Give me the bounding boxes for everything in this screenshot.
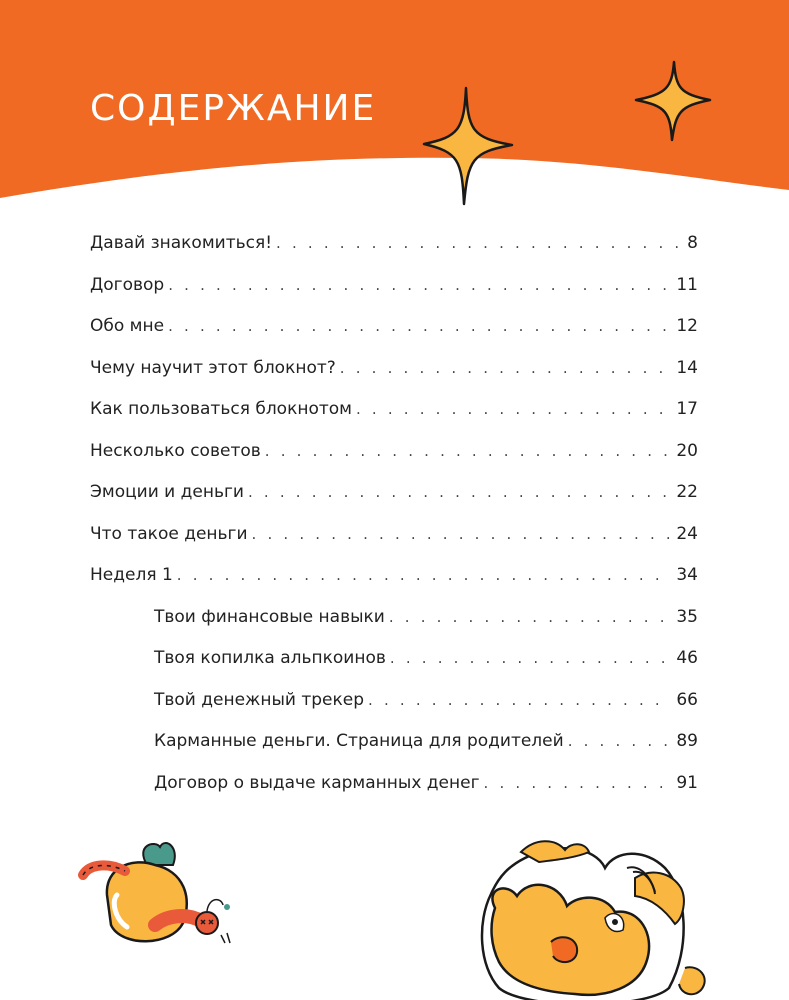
toc-entry[interactable]	[90, 731, 698, 773]
toc-entry[interactable]	[90, 607, 698, 649]
toc-entry[interactable]	[90, 316, 698, 358]
toc-entry[interactable]	[90, 648, 698, 690]
toc-entry-title: Чему научит этот блокнот?	[90, 357, 336, 378]
toc-dot-leader	[177, 566, 673, 584]
toc-dot-leader	[248, 483, 672, 501]
toc-entry-title: Эмоции и деньги	[90, 482, 244, 502]
alpaca-illustration	[455, 838, 715, 1000]
toc-dot-leader	[568, 732, 673, 750]
star-icon	[632, 58, 714, 144]
toc-dot-leader	[168, 276, 672, 294]
page-title: СОДЕРЖАНИЕ	[90, 88, 377, 129]
toc-entry[interactable]	[90, 358, 698, 400]
toc-entry[interactable]	[90, 441, 698, 483]
toc-entry-page-number: 11	[676, 274, 698, 295]
toc-dot-leader	[252, 525, 673, 543]
toc-dot-leader	[390, 649, 672, 667]
toc-dot-leader	[356, 400, 672, 418]
toc-entry-title: Давай знакомиться!	[90, 233, 273, 253]
toc-entry-page-number: 46	[676, 648, 698, 668]
toc-entry-title: Как пользоваться блокнотом	[90, 399, 352, 419]
toc-entry-page-number: 35	[676, 606, 698, 627]
toc-entry-title: Карманные деньги. Страница для родителей	[154, 731, 564, 751]
toc-entry-page-number: 66	[676, 689, 698, 710]
toc-entry[interactable]	[90, 233, 698, 275]
toc-entry-title: Договор о выдаче карманных денег	[154, 772, 480, 793]
star-icon	[420, 80, 520, 210]
toc-entry[interactable]	[90, 399, 698, 441]
toc-entry-title: Несколько советов	[90, 440, 261, 461]
toc-entry[interactable]	[90, 482, 698, 524]
toc-dot-leader	[484, 774, 673, 792]
toc-entry-page-number: 24	[676, 523, 698, 544]
toc-entry[interactable]	[90, 773, 698, 815]
toc-entry-title: Обо мне	[90, 316, 165, 336]
toc-dot-leader	[340, 359, 673, 377]
toc-entry-title: Твои финансовые навыки	[154, 606, 385, 627]
toc-entry-page-number: 34	[676, 565, 698, 585]
toc-entry-page-number: 89	[676, 731, 698, 751]
table-of-contents	[90, 233, 698, 814]
toc-entry-page-number: 12	[676, 316, 698, 336]
toc-dot-leader	[389, 608, 673, 626]
toc-entry-title: Неделя 1	[90, 565, 173, 585]
toc-entry-page-number: 8	[687, 233, 698, 253]
toc-dot-leader	[368, 691, 672, 709]
toc-entry-page-number: 22	[676, 482, 698, 502]
toc-entry-title: Договор	[90, 274, 165, 295]
toc-entry-page-number: 14	[676, 357, 698, 378]
fruit-caterpillar-illustration	[75, 835, 245, 950]
toc-entry[interactable]	[90, 690, 698, 732]
toc-dot-leader	[276, 234, 683, 252]
toc-entry-page-number: 17	[676, 399, 698, 419]
toc-dot-leader	[168, 317, 672, 335]
toc-entry-page-number: 20	[676, 440, 698, 461]
toc-entry[interactable]	[90, 275, 698, 317]
toc-entry-title: Что такое деньги	[90, 523, 248, 544]
toc-entry-title: Твоя копилка альпкоинов	[154, 648, 386, 668]
toc-entry-page-number: 91	[676, 772, 698, 793]
toc-entry-title: Твой денежный трекер	[154, 689, 365, 710]
toc-entry[interactable]	[90, 565, 698, 607]
toc-dot-leader	[265, 442, 673, 460]
toc-entry[interactable]	[90, 524, 698, 566]
